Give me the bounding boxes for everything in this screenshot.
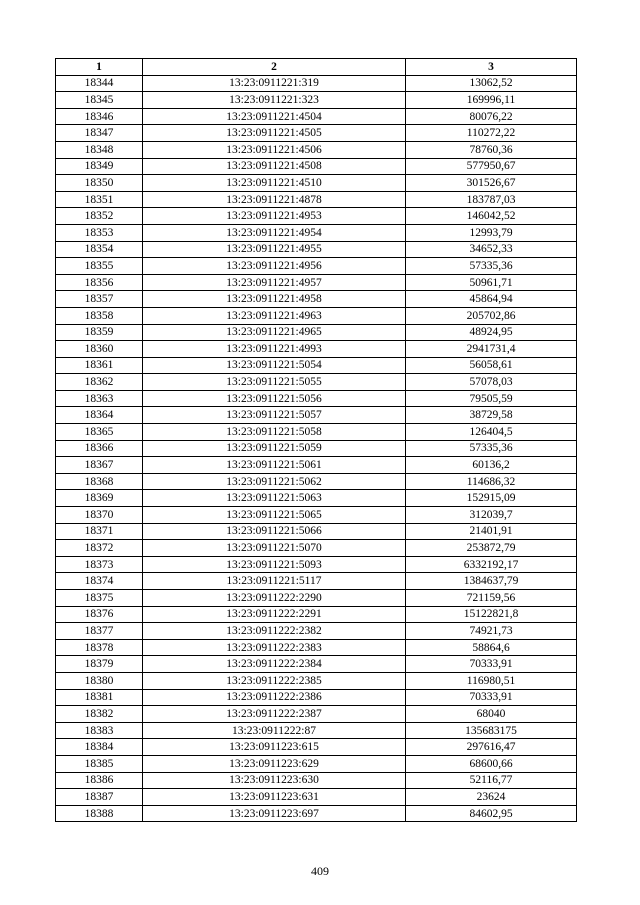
value-cell: 57078,03 bbox=[406, 374, 577, 391]
row-number-cell: 18388 bbox=[56, 805, 143, 822]
value-cell: 114686,32 bbox=[406, 473, 577, 490]
table-row bbox=[56, 341, 577, 358]
cadastral-number-cell: 13:23:0911222:2382 bbox=[143, 623, 406, 640]
cadastral-number-cell: 13:23:0911221:5057 bbox=[143, 407, 406, 424]
table-row bbox=[56, 258, 577, 275]
table-row bbox=[56, 307, 577, 324]
column-header-2: 2 bbox=[143, 59, 406, 76]
value-cell: 52116,77 bbox=[406, 772, 577, 789]
row-number-cell: 18352 bbox=[56, 208, 143, 225]
table-row bbox=[56, 523, 577, 540]
cadastral-number-cell: 13:23:0911221:4958 bbox=[143, 291, 406, 308]
value-cell: 70333,91 bbox=[406, 689, 577, 706]
table-row bbox=[56, 274, 577, 291]
table-row bbox=[56, 407, 577, 424]
table-row bbox=[56, 639, 577, 656]
value-cell: 152915,09 bbox=[406, 490, 577, 507]
table-row bbox=[56, 672, 577, 689]
value-cell: 1384637,79 bbox=[406, 573, 577, 590]
row-number-cell: 18355 bbox=[56, 258, 143, 275]
table-row bbox=[56, 623, 577, 640]
cadastral-number-cell: 13:23:0911221:5093 bbox=[143, 556, 406, 573]
value-cell: 183787,03 bbox=[406, 191, 577, 208]
table-row bbox=[56, 175, 577, 192]
data-table bbox=[55, 58, 577, 822]
row-number-cell: 18347 bbox=[56, 125, 143, 142]
cadastral-number-cell: 13:23:0911221:4993 bbox=[143, 341, 406, 358]
value-cell: 56058,61 bbox=[406, 357, 577, 374]
value-cell: 57335,36 bbox=[406, 258, 577, 275]
column-header-3: 3 bbox=[406, 59, 577, 76]
row-number-cell: 18345 bbox=[56, 92, 143, 109]
cadastral-number-cell: 13:23:0911221:5055 bbox=[143, 374, 406, 391]
row-number-cell: 18366 bbox=[56, 440, 143, 457]
table-row bbox=[56, 606, 577, 623]
row-number-cell: 18386 bbox=[56, 772, 143, 789]
row-number-cell: 18377 bbox=[56, 623, 143, 640]
table-row bbox=[56, 208, 577, 225]
table-row bbox=[56, 805, 577, 822]
table-row bbox=[56, 224, 577, 241]
value-cell: 79505,59 bbox=[406, 390, 577, 407]
value-cell: 70333,91 bbox=[406, 656, 577, 673]
row-number-cell: 18362 bbox=[56, 374, 143, 391]
value-cell: 312039,7 bbox=[406, 507, 577, 524]
table-row bbox=[56, 241, 577, 258]
cadastral-number-cell: 13:23:0911221:4506 bbox=[143, 141, 406, 158]
value-cell: 13062,52 bbox=[406, 75, 577, 92]
table-row bbox=[56, 540, 577, 557]
value-cell: 68040 bbox=[406, 706, 577, 723]
cadastral-number-cell: 13:23:0911223:630 bbox=[143, 772, 406, 789]
row-number-cell: 18351 bbox=[56, 191, 143, 208]
table-row bbox=[56, 291, 577, 308]
cadastral-number-cell: 13:23:0911221:5056 bbox=[143, 390, 406, 407]
cadastral-number-cell: 13:23:0911223:615 bbox=[143, 739, 406, 756]
cadastral-number-cell: 13:23:0911221:4508 bbox=[143, 158, 406, 175]
table-row bbox=[56, 689, 577, 706]
table-row bbox=[56, 125, 577, 142]
cadastral-number-cell: 13:23:0911221:5058 bbox=[143, 424, 406, 441]
row-number-cell: 18359 bbox=[56, 324, 143, 341]
row-number-cell: 18372 bbox=[56, 540, 143, 557]
cadastral-number-cell: 13:23:0911221:4954 bbox=[143, 224, 406, 241]
cadastral-number-cell: 13:23:0911222:2387 bbox=[143, 706, 406, 723]
value-cell: 78760,36 bbox=[406, 141, 577, 158]
value-cell: 50961,71 bbox=[406, 274, 577, 291]
row-number-cell: 18348 bbox=[56, 141, 143, 158]
cadastral-number-cell: 13:23:0911221:5063 bbox=[143, 490, 406, 507]
row-number-cell: 18370 bbox=[56, 507, 143, 524]
cadastral-number-cell: 13:23:0911221:4953 bbox=[143, 208, 406, 225]
table-row bbox=[56, 490, 577, 507]
value-cell: 48924,95 bbox=[406, 324, 577, 341]
cadastral-number-cell: 13:23:0911222:2384 bbox=[143, 656, 406, 673]
cadastral-number-cell: 13:23:0911221:4510 bbox=[143, 175, 406, 192]
row-number-cell: 18378 bbox=[56, 639, 143, 656]
row-number-cell: 18373 bbox=[56, 556, 143, 573]
cadastral-number-cell: 13:23:0911221:5070 bbox=[143, 540, 406, 557]
value-cell: 74921,73 bbox=[406, 623, 577, 640]
table-row bbox=[56, 357, 577, 374]
row-number-cell: 18346 bbox=[56, 108, 143, 125]
cadastral-number-cell: 13:23:0911221:5061 bbox=[143, 457, 406, 474]
table-row bbox=[56, 108, 577, 125]
table-row bbox=[56, 706, 577, 723]
table-row bbox=[56, 390, 577, 407]
row-number-cell: 18349 bbox=[56, 158, 143, 175]
value-cell: 169996,11 bbox=[406, 92, 577, 109]
column-header-1: 1 bbox=[56, 59, 143, 76]
row-number-cell: 18365 bbox=[56, 424, 143, 441]
table-row bbox=[56, 590, 577, 607]
table-row bbox=[56, 473, 577, 490]
cadastral-number-cell: 13:23:0911222:2291 bbox=[143, 606, 406, 623]
table-row bbox=[56, 191, 577, 208]
row-number-cell: 18357 bbox=[56, 291, 143, 308]
cadastral-number-cell: 13:23:0911221:4963 bbox=[143, 307, 406, 324]
row-number-cell: 18384 bbox=[56, 739, 143, 756]
row-number-cell: 18363 bbox=[56, 390, 143, 407]
table-row bbox=[56, 755, 577, 772]
value-cell: 12993,79 bbox=[406, 224, 577, 241]
value-cell: 253872,79 bbox=[406, 540, 577, 557]
value-cell: 205702,86 bbox=[406, 307, 577, 324]
value-cell: 135683175 bbox=[406, 722, 577, 739]
page-number: 409 bbox=[311, 864, 329, 878]
value-cell: 721159,56 bbox=[406, 590, 577, 607]
row-number-cell: 18383 bbox=[56, 722, 143, 739]
table-row bbox=[56, 374, 577, 391]
cadastral-number-cell: 13:23:0911221:5059 bbox=[143, 440, 406, 457]
table-header bbox=[56, 59, 577, 76]
value-cell: 68600,66 bbox=[406, 755, 577, 772]
row-number-cell: 18385 bbox=[56, 755, 143, 772]
table-row bbox=[56, 656, 577, 673]
value-cell: 80076,22 bbox=[406, 108, 577, 125]
cadastral-number-cell: 13:23:0911221:4956 bbox=[143, 258, 406, 275]
row-number-cell: 18344 bbox=[56, 75, 143, 92]
table-row bbox=[56, 739, 577, 756]
cadastral-number-cell: 13:23:0911223:697 bbox=[143, 805, 406, 822]
cadastral-number-cell: 13:23:0911222:2290 bbox=[143, 590, 406, 607]
row-number-cell: 18371 bbox=[56, 523, 143, 540]
row-number-cell: 18369 bbox=[56, 490, 143, 507]
value-cell: 15122821,8 bbox=[406, 606, 577, 623]
row-number-cell: 18356 bbox=[56, 274, 143, 291]
value-cell: 60136,2 bbox=[406, 457, 577, 474]
value-cell: 21401,91 bbox=[406, 523, 577, 540]
value-cell: 577950,67 bbox=[406, 158, 577, 175]
table-row bbox=[56, 75, 577, 92]
row-number-cell: 18368 bbox=[56, 473, 143, 490]
value-cell: 116980,51 bbox=[406, 672, 577, 689]
value-cell: 57335,36 bbox=[406, 440, 577, 457]
row-number-cell: 18350 bbox=[56, 175, 143, 192]
row-number-cell: 18354 bbox=[56, 241, 143, 258]
cadastral-number-cell: 13:23:0911221:5117 bbox=[143, 573, 406, 590]
cadastral-number-cell: 13:23:0911221:5054 bbox=[143, 357, 406, 374]
row-number-cell: 18376 bbox=[56, 606, 143, 623]
cadastral-number-cell: 13:23:0911221:4504 bbox=[143, 108, 406, 125]
table-row bbox=[56, 141, 577, 158]
cadastral-number-cell: 13:23:0911221:319 bbox=[143, 75, 406, 92]
row-number-cell: 18382 bbox=[56, 706, 143, 723]
cadastral-number-cell: 13:23:0911223:631 bbox=[143, 789, 406, 806]
value-cell: 84602,95 bbox=[406, 805, 577, 822]
value-cell: 6332192,17 bbox=[406, 556, 577, 573]
cadastral-number-cell: 13:23:0911221:4878 bbox=[143, 191, 406, 208]
cadastral-number-cell: 13:23:0911221:4505 bbox=[143, 125, 406, 142]
value-cell: 126404,5 bbox=[406, 424, 577, 441]
value-cell: 297616,47 bbox=[406, 739, 577, 756]
row-number-cell: 18381 bbox=[56, 689, 143, 706]
table-row bbox=[56, 457, 577, 474]
value-cell: 110272,22 bbox=[406, 125, 577, 142]
value-cell: 146042,52 bbox=[406, 208, 577, 225]
value-cell: 301526,67 bbox=[406, 175, 577, 192]
cadastral-number-cell: 13:23:0911223:629 bbox=[143, 755, 406, 772]
table-row bbox=[56, 92, 577, 109]
row-number-cell: 18360 bbox=[56, 341, 143, 358]
cadastral-number-cell: 13:23:0911221:5066 bbox=[143, 523, 406, 540]
cadastral-number-cell: 13:23:0911222:2383 bbox=[143, 639, 406, 656]
table-row bbox=[56, 772, 577, 789]
table-row bbox=[56, 440, 577, 457]
value-cell: 38729,58 bbox=[406, 407, 577, 424]
row-number-cell: 18387 bbox=[56, 789, 143, 806]
cadastral-number-cell: 13:23:0911222:2385 bbox=[143, 672, 406, 689]
row-number-cell: 18353 bbox=[56, 224, 143, 241]
table-row bbox=[56, 507, 577, 524]
value-cell: 2941731,4 bbox=[406, 341, 577, 358]
cadastral-number-cell: 13:23:0911221:4955 bbox=[143, 241, 406, 258]
row-number-cell: 18380 bbox=[56, 672, 143, 689]
table-row bbox=[56, 789, 577, 806]
table-row bbox=[56, 424, 577, 441]
value-cell: 58864,6 bbox=[406, 639, 577, 656]
cadastral-number-cell: 13:23:0911221:4957 bbox=[143, 274, 406, 291]
value-cell: 23624 bbox=[406, 789, 577, 806]
value-cell: 34652,33 bbox=[406, 241, 577, 258]
cadastral-number-cell: 13:23:0911221:5062 bbox=[143, 473, 406, 490]
table-body bbox=[56, 75, 577, 822]
row-number-cell: 18361 bbox=[56, 357, 143, 374]
table-row bbox=[56, 722, 577, 739]
value-cell: 45864,94 bbox=[406, 291, 577, 308]
header-row bbox=[56, 59, 577, 76]
cadastral-number-cell: 13:23:0911221:323 bbox=[143, 92, 406, 109]
row-number-cell: 18375 bbox=[56, 590, 143, 607]
row-number-cell: 18379 bbox=[56, 656, 143, 673]
table-row bbox=[56, 556, 577, 573]
row-number-cell: 18364 bbox=[56, 407, 143, 424]
table-row bbox=[56, 324, 577, 341]
row-number-cell: 18367 bbox=[56, 457, 143, 474]
table-row bbox=[56, 158, 577, 175]
cadastral-number-cell: 13:23:0911221:4965 bbox=[143, 324, 406, 341]
row-number-cell: 18374 bbox=[56, 573, 143, 590]
table-row bbox=[56, 573, 577, 590]
cadastral-number-cell: 13:23:0911221:5065 bbox=[143, 507, 406, 524]
cadastral-number-cell: 13:23:0911222:2386 bbox=[143, 689, 406, 706]
cadastral-number-cell: 13:23:0911222:87 bbox=[143, 722, 406, 739]
row-number-cell: 18358 bbox=[56, 307, 143, 324]
